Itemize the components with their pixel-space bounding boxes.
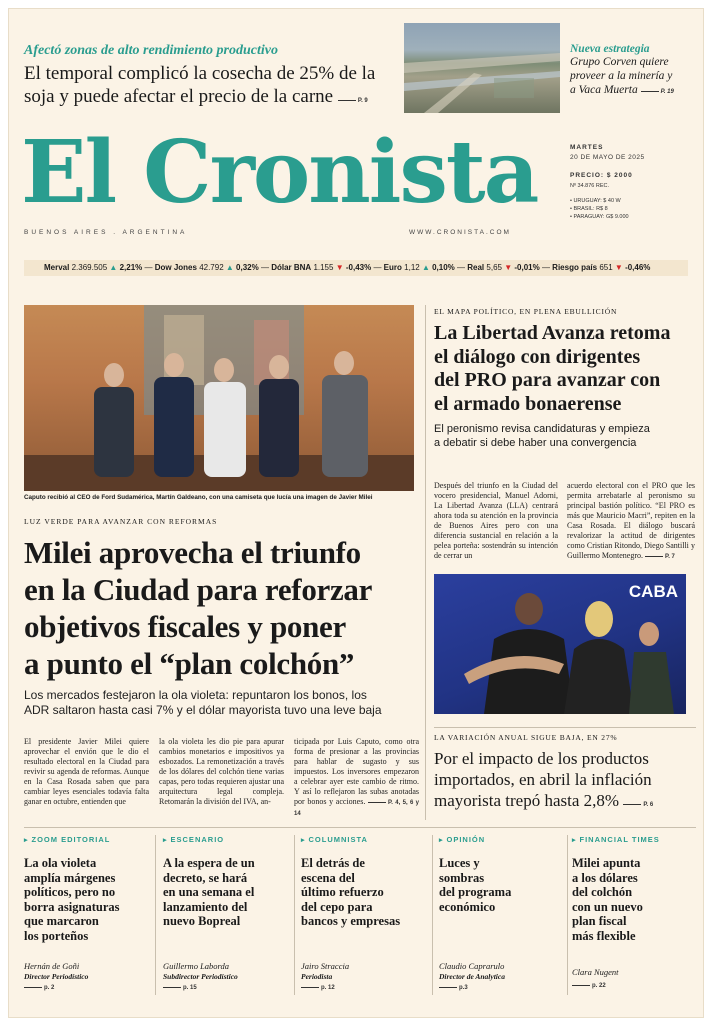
column-divider: [425, 305, 426, 820]
column-author: Clara Nugent: [572, 967, 619, 977]
triangle-icon: ▸: [439, 837, 444, 844]
main-body-col1: El presidente Javier Milei quiere aprovechar el envión que le dio el resultado electoral en la Ciudad para revivir su agenda de reformas. Aunque en la Casa Rosada saben que para cambiar leyes esenciales todavía falta ganar en octubre, entienden que: [24, 737, 149, 806]
website-line[interactable]: WWW.CRONISTA.COM: [409, 229, 511, 236]
caba-label: CABA: [628, 582, 678, 601]
main-deck: Los mercados festejaron la ola violeta: repuntaron los bonos, los ADR saltaron hasta casi 7% y el dólar mayorista tuvo una leve baja: [24, 688, 382, 717]
page-ref: P. 4, 5, 6 y 14: [294, 800, 419, 817]
story-kicker: LUZ VERDE PARA AVANZAR CON REFORMAS: [24, 517, 218, 526]
column-divider: [155, 835, 156, 995]
column-section: ▸ ESCENARIO: [163, 835, 225, 844]
ticker-item: Dow Jones 42.792 ▲ 0,32%: [154, 263, 259, 272]
ticker-item: Riesgo país 651 ▼ -0,46%: [552, 263, 651, 272]
right-story[interactable]: [434, 307, 699, 450]
column-divider: [294, 835, 295, 995]
page-ref: P. 19: [641, 89, 674, 95]
column-title: Milei apunta a los dólares del colchón con un nuevo plan fiscal más flexible: [572, 856, 643, 943]
column-title: La ola violeta amplía márgenes políticos, pero no borra asignaturas que marcaron los porteños: [24, 856, 120, 943]
ticker-item: Dólar BNA 1.155 ▼ -0,43%: [271, 263, 372, 272]
page-ref: p. 22: [572, 983, 606, 989]
main-headline: Milei aprovecha el triunfo en la Ciudad para reforzar objetivos fiscales y poner a punto el “plan colchón”: [24, 535, 373, 681]
page-ref: P. 7: [645, 554, 675, 560]
teaser-kicker: Nueva estrategia: [570, 43, 650, 55]
right-body-col1: Después del triunfo en la Ciudad del vocero presidencial, Manuel Adorni, La Libertad Avanza (LLA) centrará ahora toda su atención en la provincia de Buenos Aires pero con una diferencia sustancial en relación a la pelea porteña: sostendrán su intención de cerrar un: [434, 481, 558, 560]
issue-info: [570, 143, 698, 221]
column-section: ▸ COLUMNISTA: [301, 835, 368, 844]
right-headline: La Libertad Avanza retoma el diálogo con dirigentes del PRO para avanzar con el armado bonaerense: [434, 322, 671, 415]
column-title: Luces y sombras del programa económico: [439, 856, 512, 914]
right-deck: El peronismo revisa candidaturas y empieza a debatir si debe haber una convergencia: [434, 423, 650, 449]
column-section: ▸ ZOOM EDITORIAL: [24, 835, 111, 844]
intl-prices: • URUGUAY: $ 40 W • BRASIL: R$ 8 • PARAGUAY: G$ 9.000: [570, 198, 629, 220]
market-ticker[interactable]: Merval 2.369.505 ▲ 2,21% — Dow Jones 42.792 ▲ 0,32% — Dólar BNA 1.155 ▼ -0,43% — Euro 1,12 ▲ 0,10% — Real 5,65 ▼ -0,01% — Riesgo país 651 ▼ -0,46%: [24, 260, 688, 276]
story-kicker: LA VARIACIÓN ANUAL SIGUE BAJA, EN 27%: [434, 733, 618, 742]
story-kicker: EL MAPA POLÍTICO, EN PLENA EBULLICIÓN: [434, 307, 618, 316]
top-right-teaser[interactable]: [570, 43, 698, 99]
bottom-column-5[interactable]: [572, 835, 697, 1005]
ticker-item: Real 5,65 ▼ -0,01%: [467, 263, 540, 272]
issue-price: PRECIO: $ 2000: [570, 172, 633, 179]
page-ref: P. 6: [623, 802, 653, 808]
inflation-headline: Por el impacto de los productos importados, en abril la inflación mayorista trepó hasta 2,8% P. 6: [434, 749, 654, 810]
aerial-landscape-image: [404, 23, 560, 113]
column-role: Director de Analytica: [439, 972, 505, 981]
bottom-column-2[interactable]: [163, 835, 288, 1005]
page-ref: p. 15: [163, 985, 197, 991]
column-section: ▸ OPINIÓN: [439, 835, 486, 844]
bottom-column-3[interactable]: [301, 835, 426, 1005]
inflation-story[interactable]: [434, 733, 699, 816]
main-body-col3: ticipada por Luis Caputo, como otra forma de presionar a las provincias para hablar de sugasto y sus impuestos. Los inversores empezaron a celebrar ayer este cambio de ritmo. Y así lo reflejaron las subas anotadas por bonos y acciones. P. 4, 5, 6 y 14: [294, 737, 419, 817]
column-author: Jairo Straccia: [301, 961, 350, 971]
teaser-headline: El temporal complicó la cosecha de 25% de la soja y puede afectar el precio de la carne P. 9: [24, 63, 376, 107]
top-left-teaser[interactable]: [24, 43, 404, 113]
bottom-divider: [24, 827, 696, 828]
teaser-text: Grupo Corven quiere proveer a la minería y a Vaca Muerta P. 19: [570, 56, 674, 96]
flooded-field-photo: [404, 23, 560, 113]
page-ref: p. 12: [301, 985, 335, 991]
main-story[interactable]: [24, 517, 424, 718]
caba-photo: [434, 574, 686, 714]
officials-group-photo: [24, 305, 414, 491]
location-line: BUENOS AIRES . ARGENTINA: [24, 229, 188, 236]
main-photo: [24, 305, 414, 491]
column-section: ▸ FINANCIAL TIMES: [572, 835, 660, 844]
column-role: Director Periodístico: [24, 972, 89, 981]
issue-number: Nº 34.876 REC.: [570, 183, 609, 189]
column-role: Periodista: [301, 972, 333, 981]
photo-caption: Caputo recibió al CEO de Ford Sudamérica, Martín Galdeano, con una camiseta que lucía una imagen de Javier Milei: [24, 494, 373, 501]
issue-date: 20 DE MAYO DE 2025: [570, 154, 645, 161]
main-body-col2: la ola violeta les dio pie para apurar cambios monetarios e impositivos ya esbozados. La remonetización a través de los dólares del colchón tiene varias capas, pero todas requieren ajustar una arquitectura legal compleja. Retomarán la división del IVA, an-: [159, 737, 284, 806]
ticker-item: Euro 1,12 ▲ 0,10%: [383, 263, 455, 272]
triangle-icon: ▸: [163, 837, 168, 844]
column-divider: [432, 835, 433, 995]
masthead-logo: El Cronista: [21, 122, 538, 223]
right-body-col2: acuerdo electoral con el PRO que les permita arrebatarle al peronismo su principal bastión político. “El PRO es más que Mauricio Macri”, repiten en la Casa Rosada. El diálogo buscará revalorizar la actitud de dirigentes como Cristian Ritondo, Diego Santilli y Guillermo Montenegro. P. 7: [567, 481, 695, 560]
column-role: Subdirector Periodístico: [163, 972, 238, 981]
bottom-column-1[interactable]: [24, 835, 149, 1005]
column-author: Claudio Caprarulo: [439, 961, 505, 971]
triangle-icon: ▸: [301, 837, 306, 844]
newspaper-front-page: [8, 8, 704, 1018]
page-ref: P. 9: [338, 98, 368, 104]
triangle-icon: ▸: [572, 837, 577, 844]
column-author: Guillermo Laborda: [163, 961, 230, 971]
bottom-column-4[interactable]: [439, 835, 561, 1005]
section-divider: [434, 727, 696, 728]
triangle-icon: ▸: [24, 837, 29, 844]
column-title: El detrás de escena del último refuerzo del cepo para bancos y empresas: [301, 856, 401, 928]
masthead[interactable]: [21, 123, 561, 233]
teaser-kicker: Afectó zonas de alto rendimiento productivo: [24, 43, 278, 58]
page-ref: p.3: [439, 985, 468, 991]
column-author: Hernán de Goñi: [24, 961, 80, 971]
ticker-item: Merval 2.369.505 ▲ 2,21%: [44, 263, 143, 272]
page-ref: p. 2: [24, 985, 54, 991]
column-title: A la espera de un decreto, se hará en una semana el lanzamiento del nuevo Bopreal: [163, 856, 255, 928]
column-divider: [567, 835, 568, 995]
issue-day: MARTES: [570, 144, 604, 151]
